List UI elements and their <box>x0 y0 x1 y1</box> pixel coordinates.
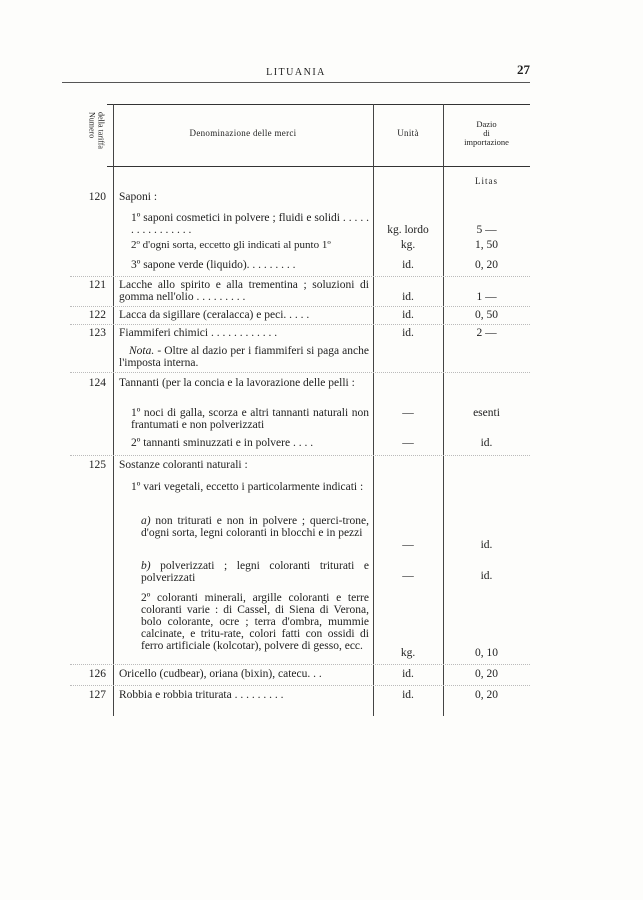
row-separator <box>70 324 530 325</box>
column-divider <box>113 104 114 716</box>
item-description: 2º tannanti sminuzzati e in polvere . . . . <box>131 437 314 449</box>
header-tariff-number <box>88 112 108 164</box>
row-separator <box>70 664 530 665</box>
running-head <box>62 64 530 83</box>
item-note <box>119 345 369 369</box>
currency-label: Litas <box>475 176 498 186</box>
item-unit: id. <box>402 291 414 303</box>
header-duty-line1: Dazio <box>476 119 497 129</box>
table-header-rule <box>107 166 530 167</box>
item-unit: — <box>402 437 414 449</box>
item-duty: 0, 20 <box>475 689 498 701</box>
item-description: Oricello (cudbear), oriana (bixin), catecu. . . <box>119 668 322 680</box>
item-description: Saponi : <box>119 191 158 203</box>
tariff-number: 122 <box>88 309 106 321</box>
item-unit: id. <box>402 689 414 701</box>
item-unit: — <box>402 407 414 419</box>
item-description: Lacche allo spirito e alla trementina ; soluzioni di gomma nell'olio . . . . . . . . . <box>119 279 369 303</box>
item-description: 1º saponi cosmetici in polvere ; fluidi e solidi . . . . . . . . . . . . . . . . <box>131 212 369 236</box>
table-top-rule <box>107 104 530 105</box>
item-unit: kg. lordo <box>387 224 429 236</box>
item-duty: 0, 20 <box>475 668 498 680</box>
item-sublabel: a) <box>141 515 151 527</box>
item-description: 2º coloranti minerali, argille coloranti e terre coloranti varie : di Cassel, di Siena di Verona, bolo colorante, ocre ; terra d'ombra, mummie calcinate, e tritu-rate, colori fatti con ossidi di ferro artificiale (kolcotar), polvere di gesso, ecc. <box>141 592 369 652</box>
header-duty-line3: importazione <box>464 137 509 147</box>
item-duty: id. <box>480 437 493 449</box>
header-tariff-number-line1: Numero <box>87 112 97 139</box>
item-unit: kg. <box>400 239 416 251</box>
row-separator <box>70 306 530 307</box>
note-label: Nota. <box>129 345 155 357</box>
tariff-number: 120 <box>88 191 106 203</box>
item-description: 1º noci di galla, scorza e altri tannanti naturali non frantumati e non polverizzati <box>131 407 369 431</box>
item-description: 1º vari vegetali, eccetto i particolarmente indicati : <box>131 481 364 493</box>
header-description: Denominazione delle merci <box>189 128 297 138</box>
header-tariff-number-line2: della tariffa <box>96 112 106 149</box>
item-unit: id. <box>402 668 414 680</box>
item-unit: kg. <box>400 647 416 659</box>
item-unit: id. <box>402 259 414 271</box>
item-unit: — <box>402 539 414 551</box>
header-duty-line2: di <box>483 128 490 138</box>
item-duty: id. <box>480 539 493 551</box>
header-duty <box>443 120 530 147</box>
tariff-number: 121 <box>88 279 106 291</box>
item-unit: id. <box>402 309 414 321</box>
item-duty: 0, 10 <box>475 647 498 659</box>
row-separator <box>70 276 530 277</box>
item-description <box>141 560 369 584</box>
item-description: 3º sapone verde (liquido). . . . . . . . . <box>131 259 296 271</box>
item-description: Tannanti (per la concia e la lavorazione delle pelli : <box>119 377 355 389</box>
row-separator <box>70 685 530 686</box>
item-duty: id. <box>480 570 493 582</box>
item-duty: 0, 20 <box>475 259 498 271</box>
item-description: Sostanze coloranti naturali : <box>119 459 248 471</box>
row-separator <box>70 455 530 456</box>
item-subtext: non triturati e non in polvere ; querci-trone, d'ogni sorta, legni coloranti in blocchi e in pezzi <box>141 515 369 539</box>
tariff-number: 123 <box>88 327 106 339</box>
item-description: Fiammiferi chimici . . . . . . . . . . . . <box>119 327 278 339</box>
item-description <box>141 515 369 539</box>
header-unit: Unità <box>397 128 419 138</box>
running-title: LITUANIA <box>266 67 326 78</box>
tariff-number: 125 <box>88 459 106 471</box>
item-duty: 1, 50 <box>475 239 498 251</box>
page-number: 27 <box>517 62 530 77</box>
item-duty: 5 — <box>476 224 497 236</box>
row-separator <box>70 372 530 373</box>
item-description: Robbia e robbia triturata . . . . . . . . . <box>119 689 284 701</box>
tariff-number: 124 <box>88 377 106 389</box>
item-duty: 2 — <box>476 327 497 339</box>
item-duty: 1 — <box>476 291 497 303</box>
item-duty: 0, 50 <box>475 309 498 321</box>
item-duty: esenti <box>473 407 500 419</box>
item-description: 2º d'ogni sorta, eccetto gli indicati al punto 1º <box>131 239 331 251</box>
item-unit: — <box>402 570 414 582</box>
tariff-number: 126 <box>88 668 106 680</box>
tariff-number: 127 <box>88 689 106 701</box>
note-text: - Oltre al dazio per i fiammiferi si paga anche l'imposta interna. <box>119 345 369 369</box>
item-sublabel: b) <box>141 560 151 572</box>
item-subtext: polverizzati ; legni coloranti triturati e polverizzati <box>141 560 369 584</box>
item-unit: id. <box>402 327 414 339</box>
item-description: Lacca da sigillare (ceralacca) e peci. . . . . <box>119 309 310 321</box>
